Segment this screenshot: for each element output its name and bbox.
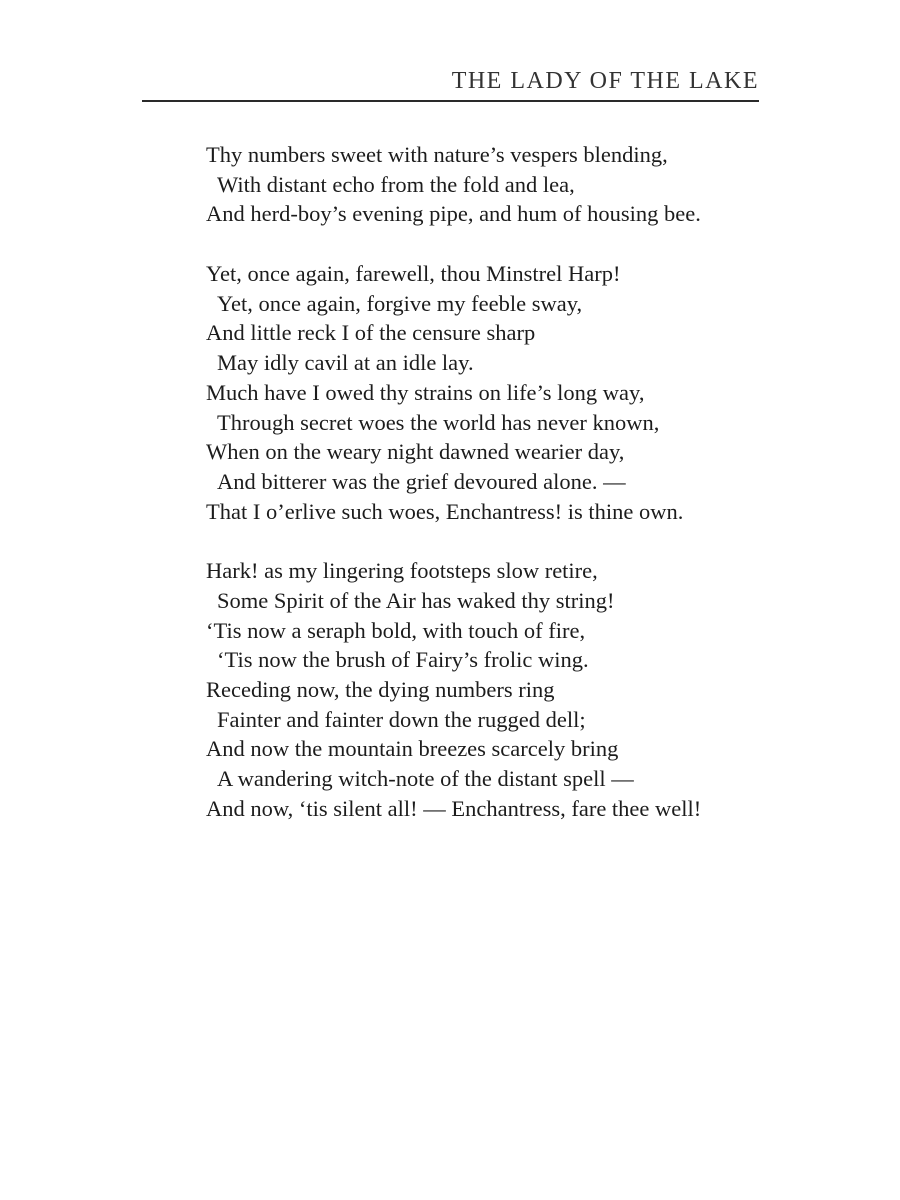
poem-line: May idly cavil at an idle lay. — [217, 350, 474, 376]
poem-line: Much have I owed thy strains on life’s long way, — [206, 379, 645, 405]
poem-line: Through secret woes the world has never known, — [217, 409, 660, 435]
poem-line: Thy numbers sweet with nature’s vespers blending, — [206, 142, 668, 167]
poem-line: Some Spirit of the Air has waked thy string! — [217, 587, 615, 613]
poem-line: And now the mountain breezes scarcely bring — [206, 736, 619, 762]
poem-line: Yet, once again, farewell, thou Minstrel Harp! — [206, 261, 621, 287]
running-head-title: THE LADY OF THE LAKE — [451, 68, 759, 94]
poem-line: That I o’erlive such woes, Enchantress! is thine own. — [206, 498, 684, 524]
poem-line: With distant echo from the fold and lea, — [217, 171, 575, 197]
poem-line: ‘Tis now a seraph bold, with touch of fire, — [206, 617, 586, 643]
poem-line: Yet, once again, forgive my feeble sway, — [217, 290, 583, 316]
poem-body — [206, 140, 786, 853]
stanza — [206, 556, 786, 823]
header-rule — [142, 100, 759, 102]
poem-line: And herd-boy’s evening pipe, and hum of housing bee. — [206, 201, 701, 227]
poem-line: And now, ‘tis silent all! — Enchantress, fare thee well! — [206, 795, 702, 821]
stanza — [206, 140, 786, 229]
poem-line: And bitterer was the grief devoured alone. — — [217, 468, 626, 494]
poem-line: ‘Tis now the brush of Fairy’s frolic wing. — [217, 647, 589, 673]
poem-line: Receding now, the dying numbers ring — [206, 677, 555, 702]
poem-line: Fainter and fainter down the rugged dell; — [217, 706, 586, 732]
poem-line: And little reck I of the censure sharp — [206, 320, 536, 346]
stanza — [206, 259, 786, 526]
poem-line: When on the weary night dawned wearier day, — [206, 439, 625, 465]
poem-line: A wandering witch-note of the distant spell — — [217, 766, 634, 792]
poem-line: Hark! as my lingering footsteps slow retire, — [206, 558, 598, 584]
